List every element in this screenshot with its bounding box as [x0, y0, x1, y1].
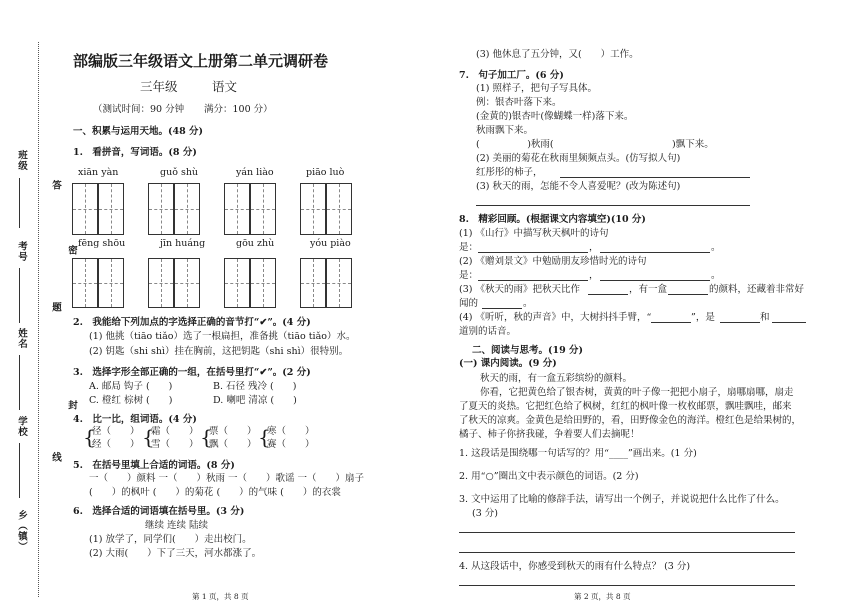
q7-line-3: (金黄的)银杏叶(像蝴蝶一样)落下来。 [476, 111, 634, 122]
answer-line[interactable] [560, 177, 750, 178]
q6-line-2: (2) 大雨( ）下了三天，河水都涨了。 [89, 548, 262, 559]
page-title: 部编版三年级语文上册第二单元调研卷 [73, 52, 329, 70]
writing-grid-box[interactable] [224, 183, 250, 235]
q6-word-choices: 继续 连续 陆续 [145, 520, 209, 531]
q7-line-1: (1) 照样子，把句子写具体。 [476, 83, 597, 94]
pinyin: yán liào [236, 167, 274, 178]
q8-line-6a: 闻的 [459, 298, 479, 309]
pinyin: jīn huáng [160, 238, 206, 249]
seal-char-question: 题 [50, 302, 61, 313]
answer-line[interactable] [478, 252, 588, 253]
answer-line[interactable] [476, 205, 750, 206]
q8-line-2c: 。 [711, 242, 721, 253]
q5-line-2: ( ）的枫叶 ( ）的菊花 ( ）的气味 ( ）的衣裳 [89, 487, 341, 498]
writing-grid-box[interactable] [72, 258, 98, 308]
seal-char-line: 线 [50, 452, 61, 463]
answer-line[interactable] [459, 532, 795, 533]
writing-grid-box[interactable] [250, 258, 276, 308]
writing-grid-box[interactable] [174, 183, 200, 235]
q8-line-5c: 的颜料，还藏着非常好 [709, 284, 805, 295]
q7-line-8: (3) 秋天的雨，怎能不令人喜爱呢？(改为陈述句) [476, 181, 681, 192]
q4-word: 飘（ ） [209, 439, 257, 450]
pinyin: guǒ shù [160, 167, 199, 178]
q8-line-7c: 和 [760, 312, 770, 323]
full-score: 满分：100 分） [204, 104, 273, 115]
page-number: 第 2 页，共 8 页 [574, 592, 631, 601]
q7-line-5a: ( )秋雨( [476, 139, 554, 150]
q4-word: 经（ ） [92, 439, 140, 450]
q7-line-7: 红彤彤的柿子， [476, 167, 543, 178]
writing-grid-box[interactable] [148, 258, 174, 308]
writing-grid-box[interactable] [148, 183, 174, 235]
part1-heading: 一、积累与运用天地。(48 分) [73, 126, 204, 137]
margin-line-name [19, 355, 20, 410]
pinyin: yóu piào [310, 238, 351, 249]
q1-title: 1. 看拼音，写词语。(8 分) [73, 147, 197, 158]
q4-word: 霜（ ） [151, 426, 199, 437]
part2-subheading: (一) 课内阅读。(9 分) [459, 358, 557, 369]
margin-label-exam-no: 考号 [16, 241, 27, 262]
answer-line[interactable] [459, 552, 795, 553]
writing-grid-box[interactable] [300, 258, 326, 308]
answer-line[interactable] [772, 322, 806, 323]
q8-line-2a: 是： [459, 242, 479, 253]
q8-line-4c: 。 [711, 270, 721, 281]
answer-line[interactable] [651, 322, 691, 323]
subtitle-grade: 三年级 [140, 79, 178, 94]
margin-label-school: 学校 [16, 416, 27, 437]
writing-grid-box[interactable] [98, 258, 124, 308]
q5-title: 5. 在括号里填上合适的词语。(8 分) [73, 460, 235, 471]
margin-line-class [19, 178, 20, 228]
brace-symbol: { [83, 425, 96, 449]
writing-grid-box[interactable] [326, 258, 352, 308]
passage-line: 橘子、柿子你挤我碰，争着要人们去摘呢！ [459, 429, 640, 440]
q3-option-d: D. 喇吧 清凉 ( ) [213, 395, 297, 406]
q3-option-c: C. 橙红 棕树 ( ) [89, 395, 173, 406]
writing-grid-box[interactable] [326, 183, 352, 235]
q7-line-5b: )飘下来。 [672, 139, 714, 150]
writing-grid-box[interactable] [174, 258, 200, 308]
q8-line-4a: 是： [459, 270, 479, 281]
writing-grid-box[interactable] [224, 258, 250, 308]
q3-option-b: B. 石径 残冷 ( ) [213, 381, 297, 392]
q3-option-a: A. 邮局 钩子 ( ) [89, 381, 173, 392]
writing-grid-box[interactable] [300, 183, 326, 235]
q8-line-6b: 。 [523, 298, 533, 309]
q8-title: 8. 精彩回顾。(根据课文内容填空)(10 分) [459, 214, 646, 225]
margin-label-town: 乡（镇） [16, 510, 27, 552]
part2-heading: 二、阅读与思考。(19 分) [472, 345, 584, 356]
q4-title: 4. 比一比，组词语。(4 分) [73, 414, 197, 425]
answer-line[interactable] [600, 252, 710, 253]
answer-line[interactable] [668, 294, 708, 295]
reading-q4: 4. 从这段话中，你感受到秋天的雨有什么特点？ (3 分) [459, 561, 691, 572]
writing-grid-box[interactable] [98, 183, 124, 235]
seal-char-seal: 封 [66, 400, 77, 411]
writing-grid-box[interactable] [72, 183, 98, 235]
brace-symbol: { [258, 425, 271, 449]
q7-line-2: 例：银杏叶落下来。 [476, 97, 562, 108]
answer-line[interactable] [478, 280, 588, 281]
reading-q3-line-1: 3. 文中运用了比喻的修辞手法，请写出一个例子，并说说把什么比作了什么。 [459, 494, 785, 505]
passage-line: 秋天的雨，有一盒五彩缤纷的颜料。 [480, 373, 633, 384]
q6-title: 6. 选择合适的词语填在括号里。(3 分) [73, 506, 245, 517]
passage-line: 你看，它把黄色给了银杏树，黄黄的叶子像一把把小扇子，扇哪扇哪，扇走 [480, 387, 794, 398]
q7-line-4: 秋雨飘下来。 [476, 125, 534, 136]
binding-dotted-line [38, 42, 39, 597]
test-time: （测试时间：90 分钟 [93, 104, 185, 115]
q6-line-3: (3) 他休息了五分钟，又( ）工作。 [476, 49, 639, 60]
q8-line-7a: (4) 《听听，秋的声音》中，大树抖抖手臂，“ [459, 312, 652, 323]
q8-line-5b: ，有一盒 [629, 284, 668, 295]
answer-line[interactable] [482, 308, 522, 309]
reading-q2: 2. 用“○”圈出文中表示颜色的词语。(2 分) [459, 471, 639, 482]
answer-line[interactable] [588, 294, 628, 295]
q4-word: 赛（ ） [267, 439, 315, 450]
q8-line-5a: (3) 《秋天的雨》把秋天比作 [459, 284, 580, 295]
q3-title: 3. 选择字形全部正确的一组，在括号里打“✔”。(2 分) [73, 367, 311, 378]
margin-line-exam-no [19, 268, 20, 323]
q8-line-4b: ， [589, 270, 599, 281]
seal-char-secret: 密 [66, 245, 77, 256]
q8-line-7b: ”，是 [691, 312, 715, 323]
reading-q3-line-2: (3 分) [472, 508, 498, 519]
subtitle-subject: 语文 [212, 79, 238, 94]
brace-symbol: { [200, 425, 213, 449]
q2-line-1: (1) 他挑（tiāo tiǎo）选了一根扁担，准备挑（tiāo tiǎo）水。 [89, 331, 356, 342]
q8-line-3: (2) 《赠刘景文》中勉励朋友珍惜时光的诗句 [459, 256, 647, 267]
q5-line-1: 一（ ）颜料 一（ ）秋雨 一（ ）歌谣 一（ ）扇子 [89, 473, 365, 484]
q8-line-8: 道别的话音。 [459, 326, 517, 337]
q2-title: 2. 我能给下列加点的字选择正确的音节打“✔”。(4 分) [73, 317, 311, 328]
reading-q1: 1. 这段话是围绕哪一句话写的？用“____”画出来。(1 分) [459, 448, 697, 459]
brace-symbol: { [142, 425, 155, 449]
q4-word: 寒（ ） [267, 426, 315, 437]
pinyin: gōu zhù [236, 238, 275, 249]
q6-line-1: (1) 放学了，同学们( ）走出校门。 [89, 534, 252, 545]
pinyin: piāo luò [306, 167, 345, 178]
margin-label-name: 姓名 [16, 328, 27, 349]
seal-char-answer: 答 [50, 180, 61, 191]
pinyin: fēng shōu [78, 238, 126, 249]
q8-line-1: (1) 《山行》中描写秋天枫叶的诗句 [459, 228, 609, 239]
margin-label-class: 班级 [16, 150, 27, 171]
q4-word: 径（ ） [92, 426, 140, 437]
pinyin: xiān yàn [78, 167, 119, 178]
writing-grid-box[interactable] [250, 183, 276, 235]
answer-line[interactable] [720, 322, 760, 323]
page-number: 第 1 页，共 8 页 [192, 592, 249, 601]
q8-line-2b: ， [589, 242, 599, 253]
answer-line[interactable] [459, 585, 795, 586]
q7-line-6: (2) 美丽的菊花在秋雨里频频点头。(仿写拟人句) [476, 153, 681, 164]
passage-line: 了夏天的炎热。它把红色给了枫树，红红的枫叶像一枚枚邮票，飘哇飘哇，邮来 [459, 401, 792, 412]
q4-word: 票（ ） [209, 426, 257, 437]
q4-word: 雪（ ） [151, 439, 199, 450]
answer-line[interactable] [600, 280, 710, 281]
passage-line: 了秋天的凉爽。金黄色是给田野的，看，田野像金色的海洋。橙红色是给果树的， [459, 415, 802, 426]
q7-title: 7. 句子加工厂。(6 分) [459, 70, 564, 81]
q2-line-2: (2) 钥匙（shi shì）挂在胸前，这把钥匙（shi shì）很特别。 [89, 346, 349, 357]
margin-line-school [19, 443, 20, 498]
